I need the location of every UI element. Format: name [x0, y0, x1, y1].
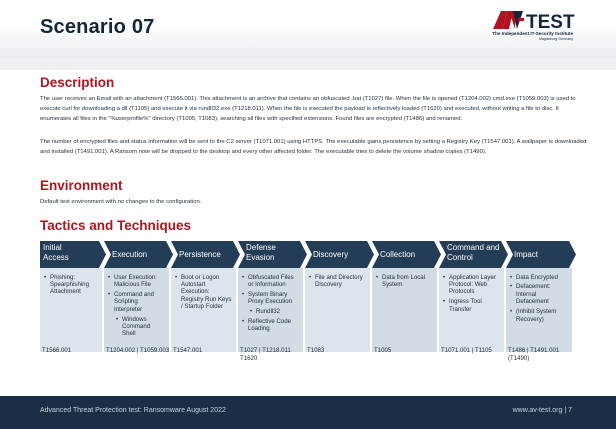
technique-item: • System Binary Proxy Execution: [240, 291, 299, 306]
technique-ids: T1547.001: [173, 347, 203, 354]
technique-item: • User Execution: Malicious File: [106, 274, 165, 289]
technique-item: • Data from Local System: [374, 274, 433, 289]
footer-website-link[interactable]: www.av-test.org | 7: [512, 407, 572, 414]
logo-tagline: The Independent IT-Security Institute: [492, 31, 573, 36]
technique-item: • Boot or Logon Autostart Execution: Registry Run Keys / Startup Folder: [173, 274, 232, 311]
tactic-column-discovery: [305, 268, 370, 352]
page-title: Scenario 07: [40, 16, 155, 38]
technique-ids: T1071.001 | T1105: [441, 347, 492, 354]
technique-ids: [240, 347, 291, 363]
tactic-header-initial-access: [40, 241, 106, 268]
technique-item: • Data Encrypted: [508, 274, 568, 281]
tactic-column-persistence: [171, 268, 236, 352]
technique-item: • (Inhibit System Recovery): [508, 308, 568, 323]
tactic-header-persistence: [171, 241, 240, 268]
logo-location: Magdeburg Germany: [539, 37, 573, 41]
technique-ids: [508, 347, 559, 363]
description-paragraph-1: The user receives an Email with an attachment (T1566.001). This attachment is an archive that contains an obfuscated .bat (T1027) file. When the file is opened (T1204.002) cmd.exe (T1059.003) is used to execute curl for downloading a dll (T1105) and execute it via rundll32.exe (T1218.011). When the file is executed the payload is reflectively loaded (T1620) and executed, without writing a file to disc. It enumerates all files in the "%userprofile%" directory (T1005, T1083), searching all files with specified extensions. Found files are encrypted (T1486) and renamed.: [40, 96, 576, 122]
technique-ids: T1005: [374, 347, 392, 354]
technique-ids: T1566.001: [42, 347, 72, 354]
technique-item: • Command and Scripting Interpreter: [106, 291, 165, 313]
tactic-label-line1: Defense: [246, 243, 276, 252]
technique-ids: T1204.002 | T1059.003: [106, 347, 170, 354]
tactic-column-defense-evasion: [238, 268, 303, 352]
tactic-label-line1: Initial: [43, 243, 62, 252]
technique-item: • Application Layer Protocol: Web Protocols: [441, 274, 500, 296]
technique-ids-line2: T1620: [240, 355, 258, 362]
tactic-header-collection: [372, 241, 441, 268]
technique-ids: T1083: [307, 347, 325, 354]
tactic-label-line2: Access: [43, 252, 69, 262]
tactic-label-line1: Impact: [514, 250, 539, 259]
footer-report-title: Advanced Threat Protection test: Ransomware August 2022: [40, 407, 226, 414]
tactic-column-execution: [104, 268, 169, 352]
tactic-label-line1: Discovery: [313, 250, 349, 259]
tactic-label-line1: Command and: [447, 243, 500, 252]
tactic-column-command-and-control: [439, 268, 504, 352]
header-divider: [0, 58, 616, 70]
tactic-column-initial-access: [40, 268, 102, 352]
tactic-label-line2: Evasion: [246, 252, 275, 262]
technique-item: • File and Directory Discovery: [307, 274, 366, 289]
tactic-label-line1: Persistence: [179, 250, 221, 259]
technique-item: • Reflective Code Loading: [240, 318, 299, 333]
description-paragraph-2: The number of encrypted files and status information will be sent to the C2 server (T1071.001) using HTTPS. The executable gains persistence by setting a Registry Key (T1547.001). A wallpaper is downloaded and installed (T1491.001). A Ransom note will be dropped to the desktop and every other affected folder. The executable tries to delete the volume shadow copies (T1490).: [40, 139, 587, 155]
tactic-header-discovery: [305, 241, 374, 268]
technique-ids-line2: (T1490): [508, 355, 530, 362]
tactic-header-defense-evasion: [238, 241, 307, 268]
tactic-label-line1: Collection: [380, 250, 416, 259]
description-heading: Description: [40, 75, 115, 90]
page-footer: [0, 396, 616, 429]
tactic-header-execution: [104, 241, 173, 268]
technique-item: • Phishing: Spearphishing Attachment: [42, 274, 98, 296]
av-test-logo: [491, 10, 581, 46]
environment-heading: Environment: [40, 178, 123, 193]
tactic-header-impact: [506, 241, 576, 268]
technique-ids-line1: T1027 | T1218.011: [240, 347, 291, 354]
environment-text: Default test environment with no changes to the configuration.: [40, 199, 202, 205]
tactic-label-line1: Execution: [112, 250, 148, 259]
tactic-column-collection: [372, 268, 437, 352]
tactics-heading: Tactics and Techniques: [40, 218, 192, 233]
tactic-label-line2: Control: [447, 252, 473, 262]
technique-sub-item: • Rundll32: [240, 308, 299, 315]
technique-item: • Ingress Tool Transfer: [441, 298, 500, 313]
technique-sub-item: • Windows Command Shell: [106, 316, 165, 338]
tactic-column-impact: [506, 268, 572, 352]
av-test-logo-mark: [491, 10, 575, 30]
tactic-header-command-and-control: [439, 241, 508, 268]
page-header: [0, 0, 616, 58]
technique-item: • Obfuscated Files or Information: [240, 274, 299, 289]
svg-text:TEST: TEST: [526, 12, 575, 30]
technique-item: • Defacement: Internal Defacement: [508, 283, 568, 305]
technique-ids-line1: T1486 | T1491.001: [508, 347, 560, 354]
